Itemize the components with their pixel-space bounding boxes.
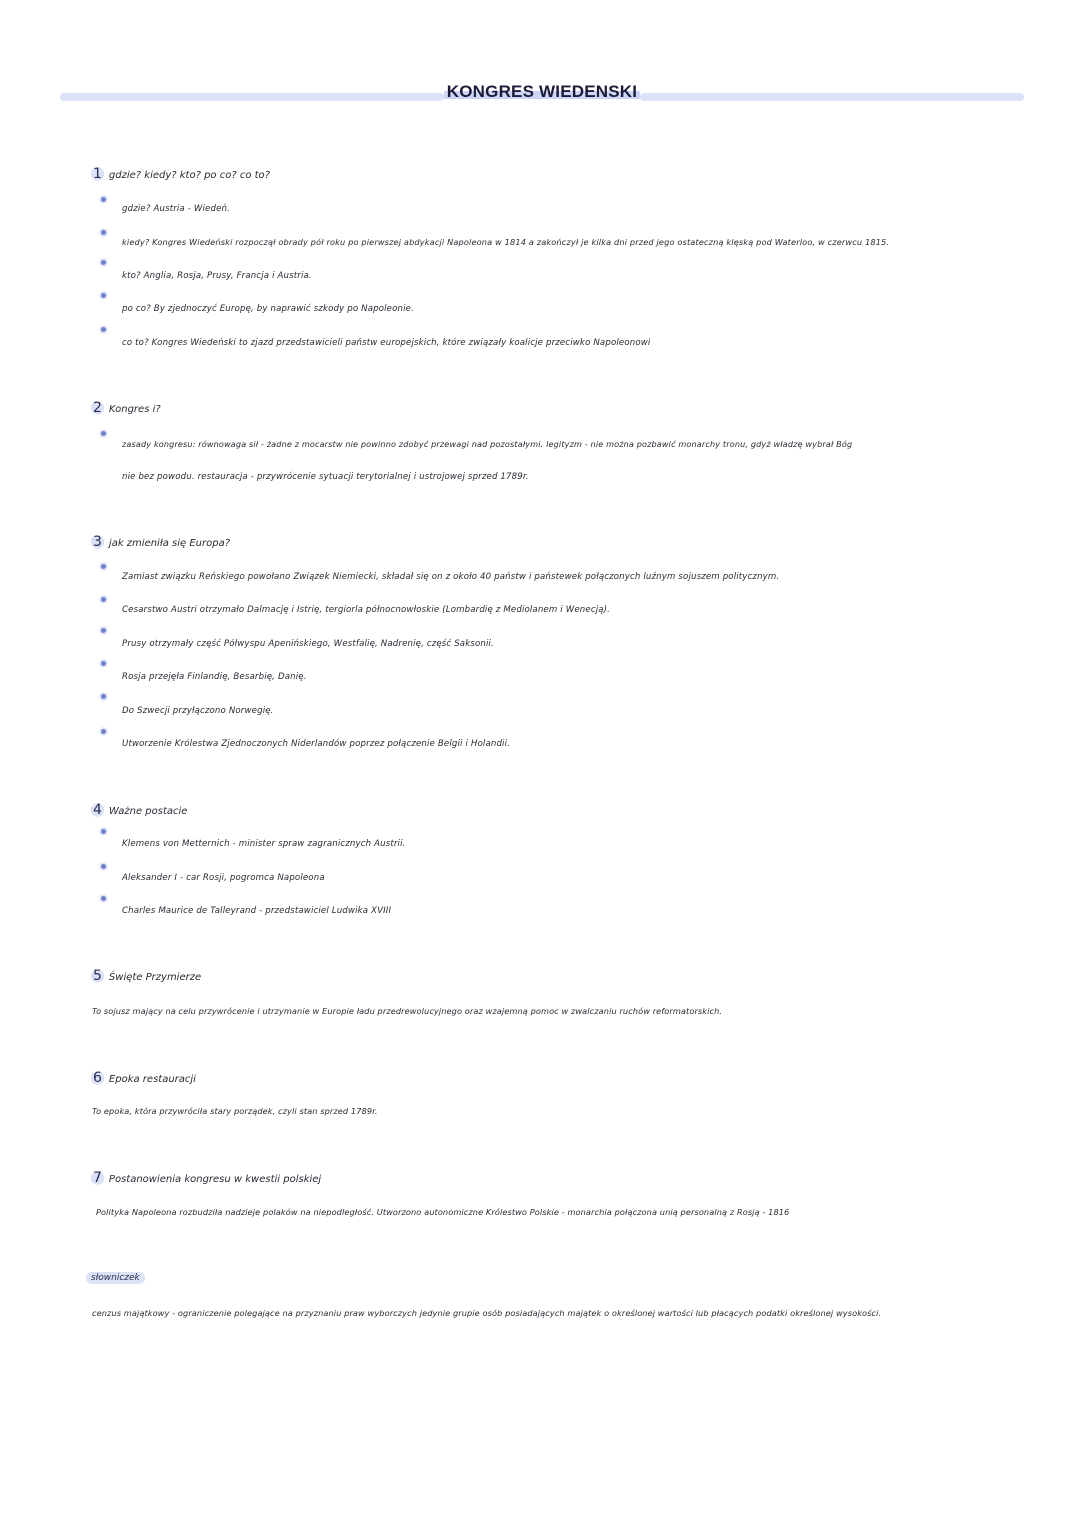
bullet-icon (101, 729, 106, 734)
list-item: Do Szwecji przyłączono Norwegię. (122, 706, 274, 716)
section-5-heading (90, 968, 201, 984)
section-title: Święte Przymierze (108, 972, 202, 983)
list-item: kto? Anglia, Rosja, Prusy, Francja i Austria. (122, 271, 312, 281)
section-number: 7 (90, 1170, 105, 1186)
section-title: gdzie? kiedy? kto? po co? co to? (108, 170, 270, 181)
section-number: 4 (90, 802, 105, 818)
list-item: co to? Kongres Wiedeński to zjazd przedstawicieli państw europejskich, które związały koalicje przeciwko Napoleonowi (122, 338, 651, 348)
list-item: Aleksander I - car Rosji, pogromca Napoleona (122, 873, 325, 883)
bullet-icon (101, 661, 106, 666)
section-6-text: To epoka, która przywróciła stary porządek, czyli stan sprzed 1789r. (92, 1106, 378, 1116)
section-title: Kongres i? (108, 404, 161, 415)
section-title: jak zmieniła się Europa? (108, 538, 231, 549)
bullet-icon (101, 864, 106, 869)
title-underline-left (60, 93, 444, 101)
section-number: 1 (90, 166, 105, 182)
list-item: Rosja przejęła Finlandię, Besarbię, Danię. (122, 672, 307, 682)
bullet-icon (101, 896, 106, 901)
section-7-text: Polityka Napoleona rozbudziła nadzieje polaków na niepodległość. Utworzono autonomiczne Królestwo Polskie - monarchia połączona unią personalną z Rosją - 1816 (96, 1207, 790, 1217)
list-item: po co? By zjednoczyć Europę, by naprawić szkody po Napoleonie. (122, 304, 414, 314)
bullet-icon (101, 293, 106, 298)
section-7-heading (90, 1170, 321, 1186)
list-item: Zamiast związku Reńskiego powołano Związek Niemiecki, składał się on z około 40 państw i państewek połączonych luźnym sojuszem politycznym. (122, 572, 780, 582)
list-item: Cesarstwo Austri otrzymało Dalmację i Istrię, tergiorla północnowłoskie (Lombardię z Mediolanem i Wenecją). (122, 605, 611, 615)
bullet-icon (101, 260, 106, 265)
section-title: Ważne postacie (108, 806, 188, 817)
section-number: 2 (90, 400, 105, 416)
list-item: gdzie? Austria - Wiedeń. (122, 204, 231, 214)
list-item-continuation: nie bez powodu. restauracja - przywrócenie sytuacji terytorialnej i ustrojowej sprzed 1789r. (122, 472, 529, 482)
bullet-icon (101, 197, 106, 202)
section-2-heading (90, 400, 161, 416)
list-item: Utworzenie Królestwa Zjednoczonych Niderlandów poprzez połączenie Belgii i Holandii. (122, 739, 511, 749)
section-3-heading (90, 534, 230, 550)
title-underline-right (640, 93, 1024, 101)
section-1-heading (90, 166, 270, 182)
list-item: kiedy? Kongres Wiedeński rozpoczął obrady pół roku po pierwszej abdykacji Napoleona w 1814 a zakończył je kilka dni przed jego ostateczną klęską pod Waterloo, w czerwcu 1815. (122, 237, 890, 247)
section-number: 6 (90, 1070, 105, 1086)
list-item: Charles Maurice de Talleyrand - przedstawiciel Ludwika XVIII (122, 906, 392, 916)
bullet-icon (101, 327, 106, 332)
section-number: 3 (90, 534, 105, 550)
section-5-text: To sojusz mający na celu przywrócenie i utrzymanie w Europie ładu przedrewolucyjnego oraz wzajemną pomoc w zwalczaniu ruchów reformatorskich. (92, 1006, 723, 1016)
section-title: Epoka restauracji (108, 1074, 196, 1085)
bullet-icon (101, 628, 106, 633)
list-item: Klemens von Metternich - minister spraw zagranicznych Austrii. (122, 839, 406, 849)
bullet-icon (101, 230, 106, 235)
section-6-heading (90, 1070, 196, 1086)
list-item: Prusy otrzymały część Półwyspu Apenińskiego, Westfalię, Nadrenię, część Saksonii. (122, 639, 494, 649)
section-4-heading (90, 802, 187, 818)
bullet-icon (101, 597, 106, 602)
bullet-icon (101, 564, 106, 569)
section-title: Postanowienia kongresu w kwestii polskiej (108, 1174, 322, 1185)
page-title: KONGRES WIEDENSKI (444, 82, 640, 102)
glossary-text: cenzus majątkowy - ograniczenie polegające na przyznaniu praw wyborczych jedynie grupie osób posiadających majątek o określonej wartości lub płacących podatki określonej wysokości. (92, 1308, 882, 1318)
glossary-badge: słowniczek (86, 1272, 145, 1284)
bullet-icon (101, 431, 106, 436)
bullet-icon (101, 829, 106, 834)
section-number: 5 (90, 968, 105, 984)
bullet-icon (101, 694, 106, 699)
list-item: zasady kongresu: równowaga sił - żadne z mocarstw nie powinno zdobyć przewagi nad pozostałymi. legityzm - nie można pozbawić monarchy tronu, gdyż władzę wybrał Bóg (122, 439, 853, 449)
